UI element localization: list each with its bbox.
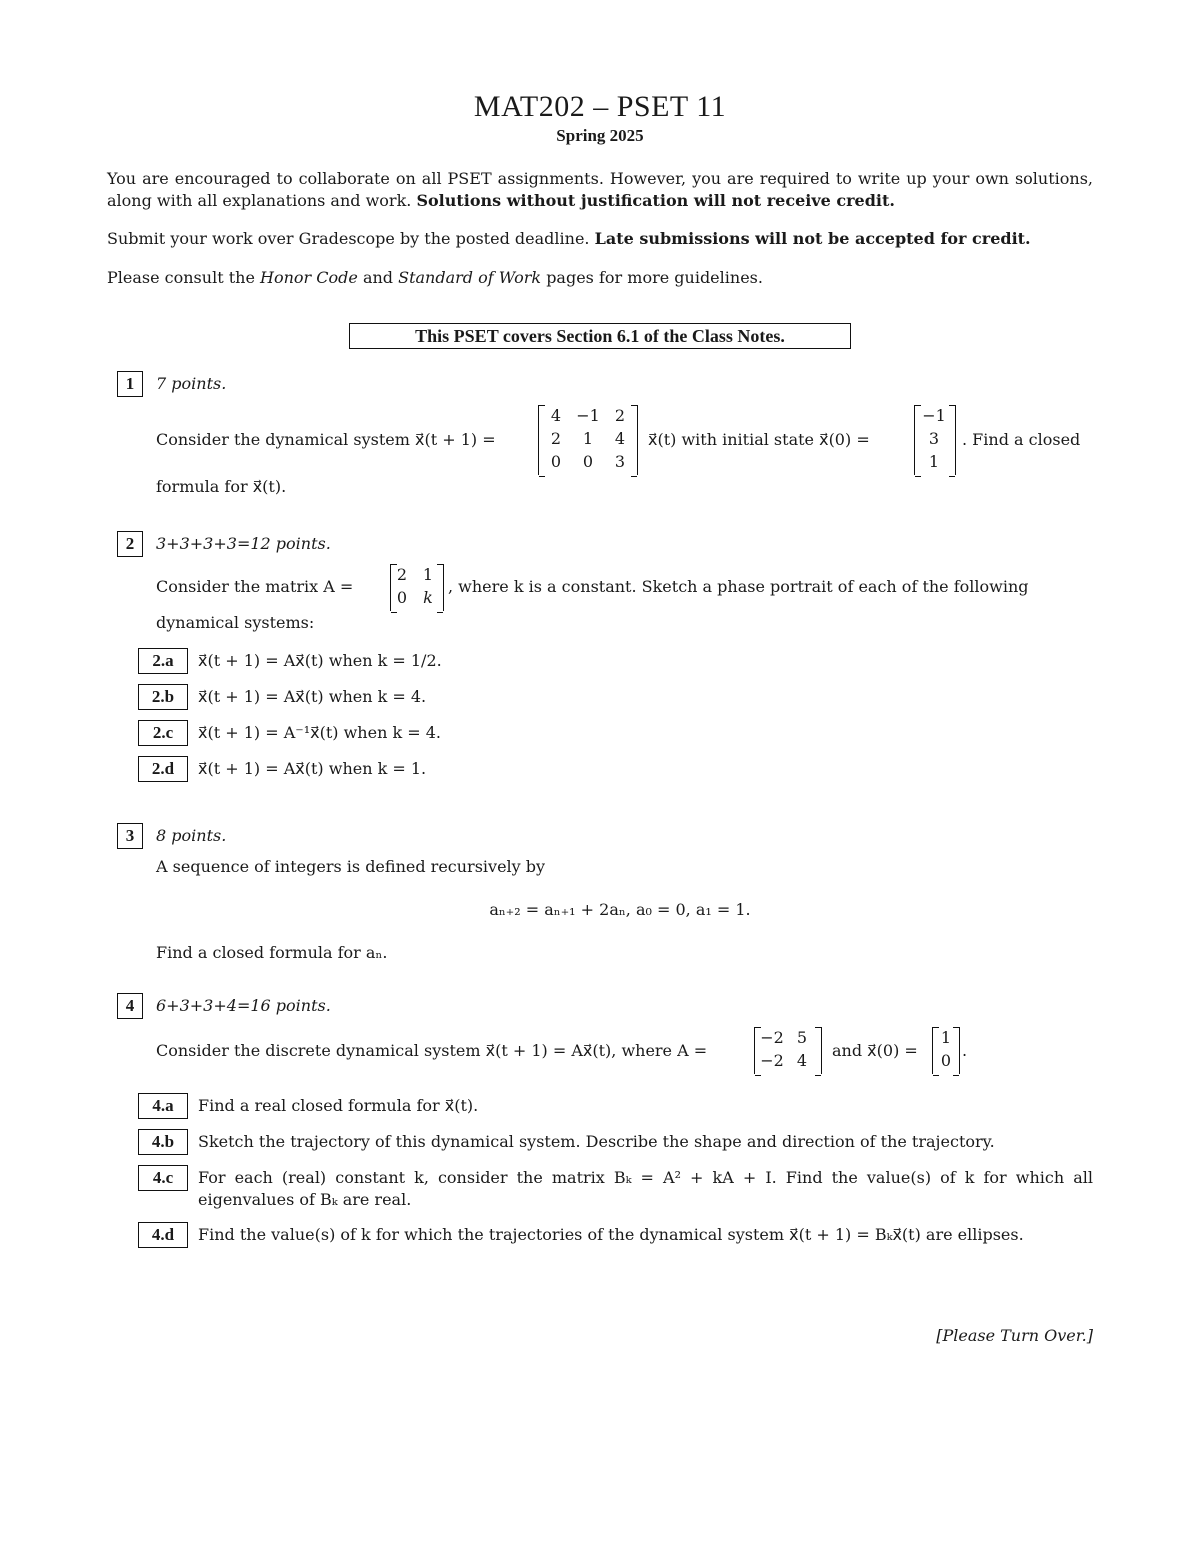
matrix-cell: 0: [550, 452, 562, 471]
problem-2-points: 3+3+3+3=12 points.: [156, 534, 331, 553]
matrix-cell: 1: [582, 429, 594, 448]
part-2a-text: x⃗(t + 1) = Ax⃗(t) when k = 1/2.: [198, 651, 442, 670]
matrix-cell: 4: [550, 406, 562, 425]
matrix-cell: 4: [614, 429, 626, 448]
submission-paragraph: [107, 228, 1093, 250]
problem-2-matrix: [390, 564, 444, 611]
page-title: MAT202 – PSET 11: [473, 90, 727, 123]
matrix-cell: 2: [396, 565, 408, 584]
turn-over-note: [Please Turn Over.]: [936, 1326, 1093, 1345]
collab-text: You are encouraged to collaborate on all PSET assignments. However, you are required to write up your own solutions, along with all explanations and work.: [107, 169, 1093, 210]
term-subtitle: Spring 2025: [556, 126, 644, 145]
matrix-cell: 2: [550, 429, 562, 448]
problem-4-points: 6+3+3+4=16 points.: [156, 996, 331, 1015]
problem-2-text-pre: Consider the matrix A =: [156, 577, 354, 596]
problem-1-text-line2: formula for x⃗(t).: [156, 477, 287, 496]
problem-4-text-mid: and x⃗(0) =: [832, 1041, 918, 1060]
matrix-cell: 4: [796, 1051, 808, 1070]
part-4b-label: 4.b: [138, 1129, 188, 1155]
matrix-cell: 2: [614, 406, 626, 425]
submit-text: Submit your work over Gradescope by the posted deadline.: [107, 229, 590, 248]
matrix-cell: 0: [396, 588, 408, 607]
matrix-cell: 1: [422, 565, 434, 584]
vector-cell: 3: [928, 429, 940, 448]
problem-4-matrix: [754, 1027, 822, 1074]
problem-2-text-post: , where k is a constant. Sketch a phase portrait of each of the following: [448, 577, 1029, 596]
part-2c-text: x⃗(t + 1) = A⁻¹x⃗(t) when k = 4.: [198, 723, 441, 742]
problem-1-text-pre: Consider the dynamical system x⃗(t + 1) =: [156, 430, 496, 449]
vector-cell: −1: [922, 406, 946, 425]
problem-4-number: 4: [117, 993, 143, 1019]
problem-1-number: 1: [117, 371, 143, 397]
part-4c-label: 4.c: [138, 1165, 188, 1191]
part-4c-text: For each (real) constant k, consider the matrix Bₖ = A² + kA + I. Find the value(s) of k for which all eigenvalues of Bₖ are real.: [198, 1168, 1093, 1209]
part-4d-label: 4.d: [138, 1222, 188, 1248]
consult-paragraph: [107, 267, 1093, 289]
submit-bold: Late submissions will not be accepted for credit.: [594, 229, 1031, 248]
matrix-cell: k: [423, 588, 433, 607]
part-2b-label: 2.b: [138, 684, 188, 710]
matrix-cell: −2: [760, 1051, 784, 1070]
part-2b-text: x⃗(t + 1) = Ax⃗(t) when k = 4.: [198, 687, 427, 706]
vector-cell: 1: [940, 1028, 952, 1047]
problem-2-text-line2: dynamical systems:: [156, 613, 315, 632]
consult-and: and: [362, 268, 394, 287]
standard-of-work-ref: Standard of Work: [398, 268, 542, 287]
matrix-cell: 3: [614, 452, 626, 471]
part-4a-text: Find a real closed formula for x⃗(t).: [198, 1096, 479, 1115]
problem-3-equation: aₙ₊₂ = aₙ₊₁ + 2aₙ, a₀ = 0, a₁ = 1.: [489, 900, 751, 919]
problem-4-text-pre: Consider the discrete dynamical system x⃗(t + 1) = Ax⃗(t), where A =: [156, 1041, 708, 1060]
problem-1-text-mid: x⃗(t) with initial state x⃗(0) =: [648, 430, 870, 449]
collaboration-paragraph: [107, 168, 1093, 212]
part-4b-text: Sketch the trajectory of this dynamical system. Describe the shape and direction of the trajectory.: [198, 1132, 995, 1151]
problem-1-text-post: . Find a closed: [962, 430, 1081, 449]
problem-1-vector: [914, 405, 956, 475]
matrix-cell: −2: [760, 1028, 784, 1047]
part-2d-text: x⃗(t + 1) = Ax⃗(t) when k = 1.: [198, 759, 427, 778]
problem-1-points: 7 points.: [156, 374, 227, 393]
matrix-cell: −1: [576, 406, 600, 425]
part-2d-label: 2.d: [138, 756, 188, 782]
problem-3-number: 3: [117, 823, 143, 849]
problem-3-points: 8 points.: [156, 826, 227, 845]
collab-bold: Solutions without justification will not receive credit.: [416, 191, 895, 210]
honor-code-ref: Honor Code: [260, 268, 358, 287]
problem-3-closing: Find a closed formula for aₙ.: [156, 943, 388, 962]
problem-4-text-post: .: [962, 1041, 968, 1060]
problem-1-matrix: [538, 405, 638, 475]
matrix-cell: 5: [796, 1028, 808, 1047]
consult-pre: Please consult the: [107, 268, 255, 287]
problem-4-vector: [932, 1027, 960, 1074]
part-2a-label: 2.a: [138, 648, 188, 674]
problem-3-text: A sequence of integers is defined recursively by: [156, 857, 546, 876]
consult-post: pages for more guidelines.: [546, 268, 763, 287]
matrix-cell: 0: [582, 452, 594, 471]
part-4d-text: Find the value(s) of k for which the trajectories of the dynamical system x⃗(t + 1) = Bₖx⃗(t) are ellipses.: [198, 1225, 1024, 1244]
vector-cell: 0: [940, 1051, 952, 1070]
part-4a-label: 4.a: [138, 1093, 188, 1119]
coverage-box: This PSET covers Section 6.1 of the Class Notes.: [349, 323, 851, 349]
problem-2-number: 2: [117, 531, 143, 557]
vector-cell: 1: [928, 452, 940, 471]
part-2c-label: 2.c: [138, 720, 188, 746]
